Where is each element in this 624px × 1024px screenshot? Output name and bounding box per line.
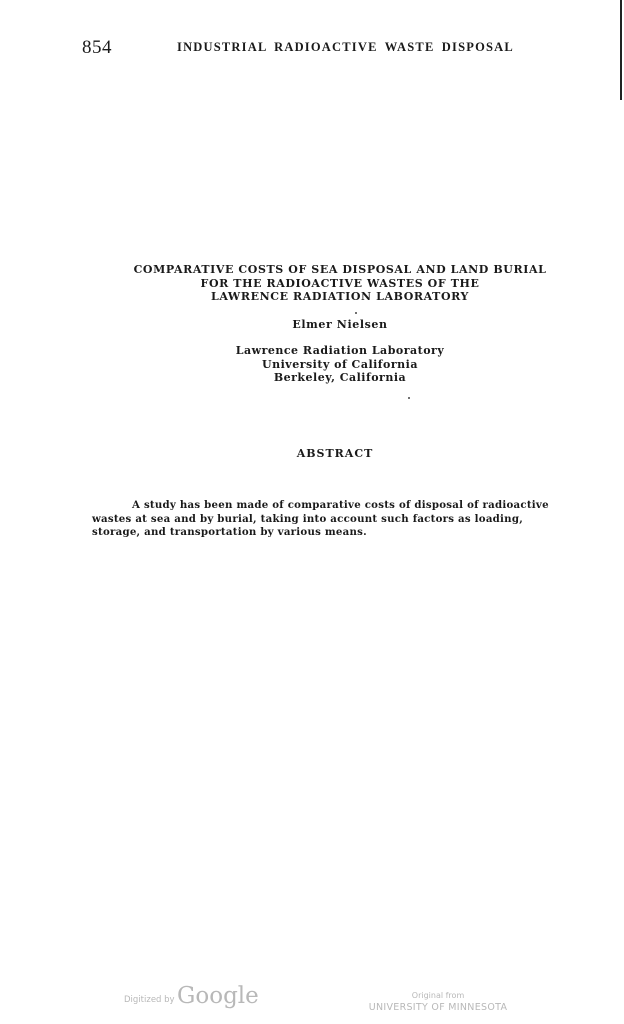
abstract-heading: ABSTRACT bbox=[296, 447, 374, 460]
running-header-title: INDUSTRIAL RADIOACTIVE WASTE DISPOSAL bbox=[177, 40, 514, 54]
author-affiliation bbox=[80, 344, 600, 385]
original-from-label: Original from bbox=[411, 991, 465, 1000]
abstract-line: wastes at sea and by burial, taking into account such factors as loading, bbox=[92, 512, 524, 525]
affiliation-line: Lawrence Radiation Laboratory bbox=[235, 344, 445, 357]
article-title-line: LAWRENCE RADIATION LABORATORY bbox=[211, 290, 469, 303]
article-title-line: FOR THE RADIOACTIVE WASTES OF THE bbox=[200, 276, 480, 290]
abstract-text bbox=[92, 499, 597, 540]
article-author: Elmer Nielsen bbox=[292, 318, 388, 331]
abstract-line: A study has been made of comparative costs of disposal of radioactive bbox=[132, 499, 549, 511]
page-edge-rule bbox=[620, 0, 622, 100]
google-logo: Google bbox=[177, 983, 259, 1009]
print-speck bbox=[408, 397, 410, 399]
digitized-by-label: Digitized by bbox=[124, 995, 175, 1005]
abstract-line: storage, and transportation by various means. bbox=[92, 526, 367, 538]
article-title bbox=[80, 263, 600, 304]
affiliation-line: Berkeley, California bbox=[273, 371, 407, 384]
print-speck bbox=[355, 312, 357, 314]
article-title-line: COMPARATIVE COSTS OF SEA DISPOSAL AND LAND BURIAL bbox=[133, 263, 547, 276]
affiliation-line: University of California bbox=[262, 357, 418, 371]
page-number: 854 bbox=[82, 37, 112, 58]
source-university: UNIVERSITY OF MINNESOTA bbox=[368, 1002, 508, 1013]
